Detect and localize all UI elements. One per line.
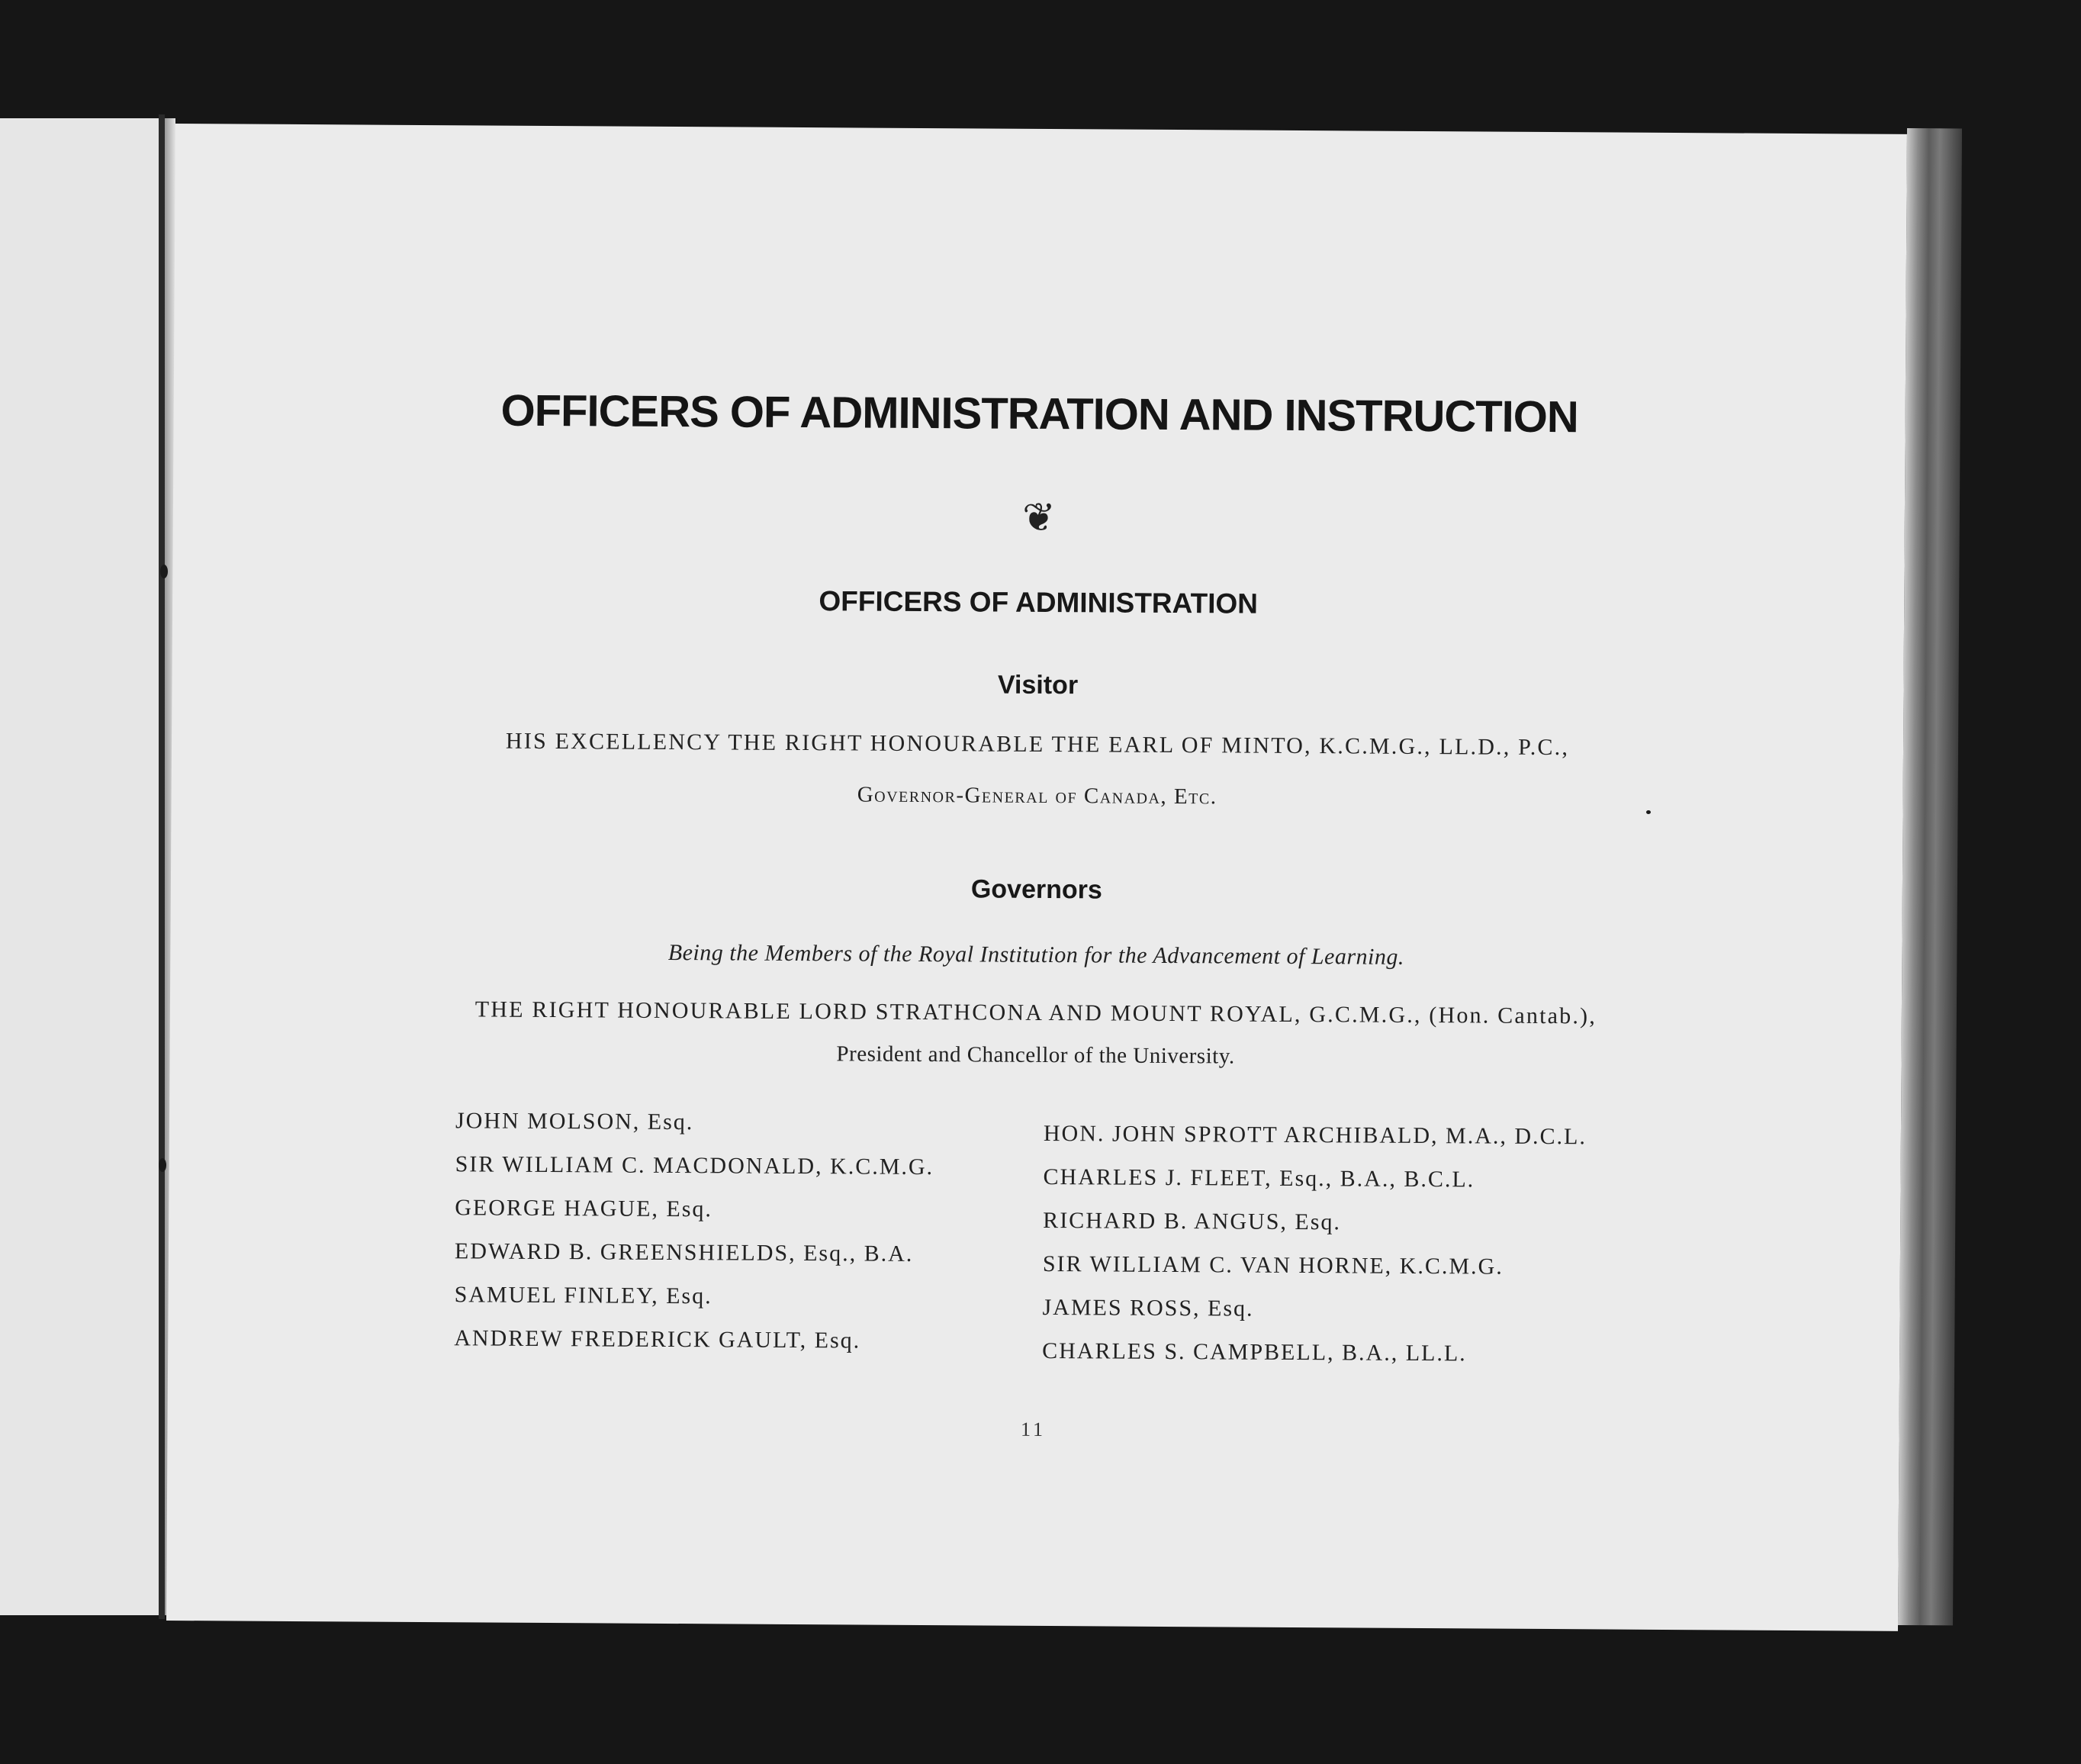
- page-number: 11: [1020, 1418, 1047, 1441]
- chancellor-office: President and Chancellor of the University.: [836, 1041, 1235, 1069]
- visitor-name: HIS EXCELLENCY THE RIGHT HONOURABLE THE EARL OF MINTO, K.C.M.G., LL.D., P.C.,: [505, 728, 1570, 761]
- left-page-edge: [0, 118, 166, 1615]
- governor-name: CHARLES J. FLEET, Esq., B.A., B.C.L.: [1043, 1164, 1475, 1193]
- governor-name: JAMES ROSS, Esq.: [1042, 1294, 1254, 1321]
- section-title: OFFICERS OF ADMINISTRATION: [819, 585, 1259, 620]
- page-title: OFFICERS OF ADMINISTRATION AND INSTRUCTION: [500, 385, 1578, 443]
- governor-name: CHARLES S. CAMPBELL, B.A., LL.L.: [1042, 1337, 1467, 1366]
- governor-name: EDWARD B. GREENSHIELDS, Esq., B.A.: [454, 1238, 914, 1267]
- binding-mark: [159, 1158, 166, 1172]
- governor-name: SAMUEL FINLEY, Esq.: [454, 1282, 712, 1309]
- governors-right-column: [1042, 1112, 1587, 1376]
- governor-name: ANDREW FREDERICK GAULT, Esq.: [454, 1325, 861, 1354]
- governors-heading: Governors: [970, 874, 1102, 905]
- book-gutter: [159, 114, 165, 1619]
- governor-name: SIR WILLIAM C. VAN HORNE, K.C.M.G.: [1042, 1251, 1504, 1280]
- visitor-heading: Visitor: [997, 670, 1079, 700]
- binding-mark: [160, 565, 168, 578]
- governor-name: JOHN MOLSON, Esq.: [455, 1108, 694, 1135]
- governor-name: SIR WILLIAM C. MACDONALD, K.C.M.G.: [455, 1151, 934, 1180]
- fleuron-icon: ❦: [1021, 496, 1056, 541]
- paper-speck: [1646, 810, 1651, 814]
- governor-name: GEORGE HAGUE, Esq.: [455, 1195, 713, 1222]
- governors-left-column: [454, 1099, 934, 1363]
- page-stack-edge: [1898, 128, 1962, 1625]
- chancellor-name: THE RIGHT HONOURABLE LORD STRATHCONA AND MOUNT ROYAL, G.C.M.G., (Hon. Cantab.),: [474, 996, 1597, 1029]
- governors-intro: Being the Members of the Royal Institution for the Advancement of Learning.: [667, 939, 1405, 970]
- governor-name: HON. JOHN SPROTT ARCHIBALD, M.A., D.C.L.: [1043, 1120, 1587, 1150]
- visitor-office: Governor-General of Canada, Etc.: [857, 782, 1217, 810]
- page-content: [175, 124, 1907, 1441]
- book-page: [166, 124, 1907, 1631]
- governor-name: RICHARD B. ANGUS, Esq.: [1043, 1207, 1342, 1235]
